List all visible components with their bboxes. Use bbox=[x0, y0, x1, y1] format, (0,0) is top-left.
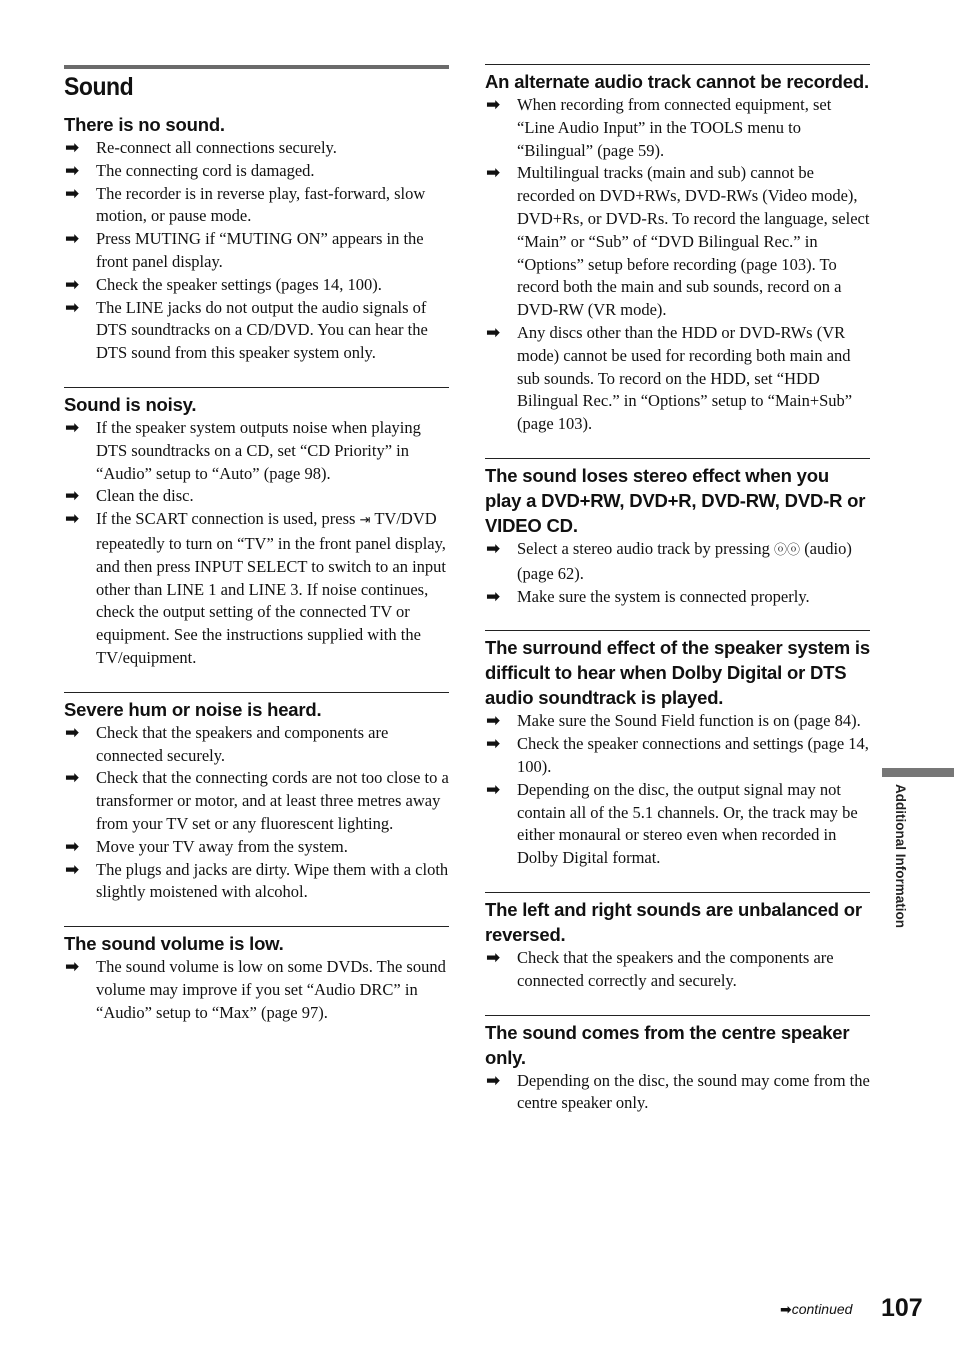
arrow-icon: ➡ bbox=[65, 486, 80, 507]
list-item: ➡ Make sure the Sound Field function is on (page 84). bbox=[486, 711, 861, 732]
item-list bbox=[64, 137, 449, 365]
item-list bbox=[485, 947, 870, 993]
list-item: ➡ Check that the speakers and components are connected securely. bbox=[65, 722, 389, 765]
arrow-icon: ➡ bbox=[65, 138, 80, 158]
title-rule bbox=[64, 65, 449, 69]
section-heading: An alternate audio track cannot be recorded. bbox=[485, 71, 869, 92]
continued-text: continued bbox=[791, 1301, 853, 1317]
arrow-icon: ➡ bbox=[65, 160, 80, 181]
section-centre-speaker bbox=[485, 1015, 870, 1116]
section-sound-noisy bbox=[64, 387, 449, 670]
arrow-icon: ➡ bbox=[486, 1070, 501, 1091]
list-item: ➡ Check the speaker settings (pages 14, 100). bbox=[65, 274, 382, 295]
section-heading: The left and right sounds are unbalanced or reversed. bbox=[485, 898, 862, 945]
item-list bbox=[64, 956, 449, 1024]
top-rule bbox=[485, 0, 870, 65]
list-item: ➡ Re-connect all connections securely. bbox=[65, 138, 337, 158]
arrow-icon: ➡ bbox=[65, 183, 80, 204]
arrow-icon: ➡ bbox=[65, 509, 80, 530]
arrow-icon: ➡ bbox=[486, 95, 501, 115]
arrow-icon: ➡ bbox=[486, 322, 501, 343]
right-column bbox=[485, 0, 870, 1137]
section-surround-effect bbox=[485, 630, 870, 870]
list-item: ➡ If the SCART connection is used, press ⇥ TV/DVD repeatedly to turn on “TV” in the front panel display, and then press INPUT SELECT to switch to an input other than LINE 1 and LINE 3. If noise continues, check the output setting of the connected TV or equipment. See the instructions supplied with the TV/equipment. bbox=[65, 509, 446, 667]
section-heading: The sound comes from the centre speaker only. bbox=[485, 1021, 850, 1068]
list-item: ➡ Press MUTING if “MUTING ON” appears in the front panel display. bbox=[65, 229, 424, 271]
audio-button-icon: ⓞⓞ bbox=[774, 542, 801, 558]
arrow-icon: ➡ bbox=[486, 586, 501, 607]
list-item: ➡ Check the speaker connections and settings (page 14, 100). bbox=[486, 734, 869, 776]
list-item: ➡ The connecting cord is damaged. bbox=[65, 160, 315, 181]
continued-note bbox=[780, 1301, 852, 1318]
arrow-icon: ➡ bbox=[65, 417, 80, 438]
arrow-icon: ➡ bbox=[486, 947, 501, 968]
section-heading: There is no sound. bbox=[64, 114, 225, 135]
section-heading: Sound is noisy. bbox=[64, 393, 197, 415]
item-list bbox=[64, 417, 449, 670]
list-item: ➡ Multilingual tracks (main and sub) cannot be recorded on DVD+RWs, DVD-RWs (Video mode), DVD+Rs, or DVD-Rs. To record the language, select “Main” or “Sub” of “DVD Bilingual Rec.” in “Options” setup before recording (page 103). To record both the main and sub sounds, record on a DVD-RW (VR mode). bbox=[486, 163, 870, 320]
section-severe-hum bbox=[64, 692, 449, 904]
list-item: ➡ Select a stereo audio track by pressing ⓞⓞ (audio) (page 62). bbox=[486, 538, 852, 583]
section-unbalanced bbox=[485, 892, 870, 993]
arrow-icon: ➡ bbox=[486, 163, 501, 184]
list-item: ➡ When recording from connected equipment, set “Line Audio Input” in the TOOLS menu to “Bilingual” (page 59). bbox=[486, 95, 832, 160]
list-item: ➡ Move your TV away from the system. bbox=[65, 836, 348, 857]
arrow-icon: ➡ bbox=[65, 768, 80, 789]
list-item: ➡ Depending on the disc, the output signal may not contain all of the 5.1 channels. Or, the track may be either monaural or stereo even when recorded in Dolby Digital format. bbox=[486, 779, 858, 868]
section-volume-low bbox=[64, 926, 449, 1024]
list-item: ➡ The plugs and jacks are dirty. Wipe them with a cloth slightly moistened with alcohol. bbox=[65, 859, 449, 902]
input-select-icon: ⇥ bbox=[359, 513, 371, 529]
arrow-icon: ➡ bbox=[486, 711, 501, 732]
arrow-icon: ➡ bbox=[65, 229, 80, 250]
list-item: ➡ Check that the connecting cords are not too close to a transformer or motor, and at least three metres away from your TV set or any fluorescent lighting. bbox=[65, 768, 449, 833]
arrow-icon: ➡ bbox=[65, 957, 80, 978]
arrow-icon: ➡ bbox=[65, 297, 80, 318]
section-no-sound bbox=[64, 112, 449, 365]
list-item: ➡ The LINE jacks do not output the audio signals of DTS soundtracks on a CD/DVD. You can hear the DTS sound from this speaker system only. bbox=[65, 297, 428, 363]
page-number: 107 bbox=[881, 1294, 923, 1322]
list-item: ➡ If the speaker system outputs noise when playing DTS soundtracks on a CD, set “CD Priority” in “Audio” setup to “Auto” (page 98). bbox=[65, 417, 421, 483]
item-list bbox=[485, 94, 870, 436]
section-alternate-track bbox=[485, 65, 870, 436]
section-heading: The surround effect of the speaker system is difficult to hear when Dolby Digital or DTS audio soundtrack is played. bbox=[485, 637, 870, 709]
item-list bbox=[485, 710, 870, 870]
list-item: ➡ Clean the disc. bbox=[65, 486, 194, 507]
item-list bbox=[485, 1070, 870, 1116]
arrow-icon: ➡ bbox=[486, 734, 501, 755]
arrow-icon: ➡ bbox=[65, 859, 80, 880]
item-list bbox=[64, 722, 449, 904]
list-item: ➡ Depending on the disc, the sound may come from the centre speaker only. bbox=[486, 1070, 870, 1113]
left-column bbox=[64, 0, 449, 1047]
side-section-label: Additional Information bbox=[893, 784, 908, 928]
arrow-icon: ➡ bbox=[65, 274, 80, 295]
arrow-icon: ➡ bbox=[486, 779, 501, 800]
arrow-icon: ➡ bbox=[65, 722, 80, 743]
item-list bbox=[485, 538, 870, 608]
section-heading: The sound loses stereo effect when you play a DVD+RW, DVD+R, DVD-RW, DVD-R or VIDEO CD. bbox=[485, 464, 866, 536]
arrow-icon: ➡ bbox=[486, 538, 501, 559]
list-item: ➡ The recorder is in reverse play, fast-forward, slow motion, or pause mode. bbox=[65, 183, 426, 226]
list-item: ➡ The sound volume is low on some DVDs. The sound volume may improve if you set “Audio DRC” in “Audio” setup to “Max” (page 97). bbox=[65, 957, 446, 1022]
page-title: Sound bbox=[64, 73, 134, 101]
arrow-icon: ➡ bbox=[780, 1302, 792, 1318]
section-stereo-effect bbox=[485, 458, 870, 608]
arrow-icon: ➡ bbox=[65, 836, 80, 857]
list-item: ➡ Make sure the system is connected properly. bbox=[486, 586, 810, 607]
section-heading: Severe hum or noise is heard. bbox=[64, 698, 322, 720]
list-item: ➡ Any discs other than the HDD or DVD-RWs (VR mode) cannot be used for recording both main and sub sounds. To record on the HDD, set “HDD Bilingual Rec.” in “Options” setup to “Main+Sub” (page 103). bbox=[486, 322, 853, 434]
list-item: ➡ Check that the speakers and the components are connected correctly and securely. bbox=[486, 947, 834, 990]
section-heading: The sound volume is low. bbox=[64, 933, 284, 955]
side-tab-marker bbox=[882, 768, 954, 777]
